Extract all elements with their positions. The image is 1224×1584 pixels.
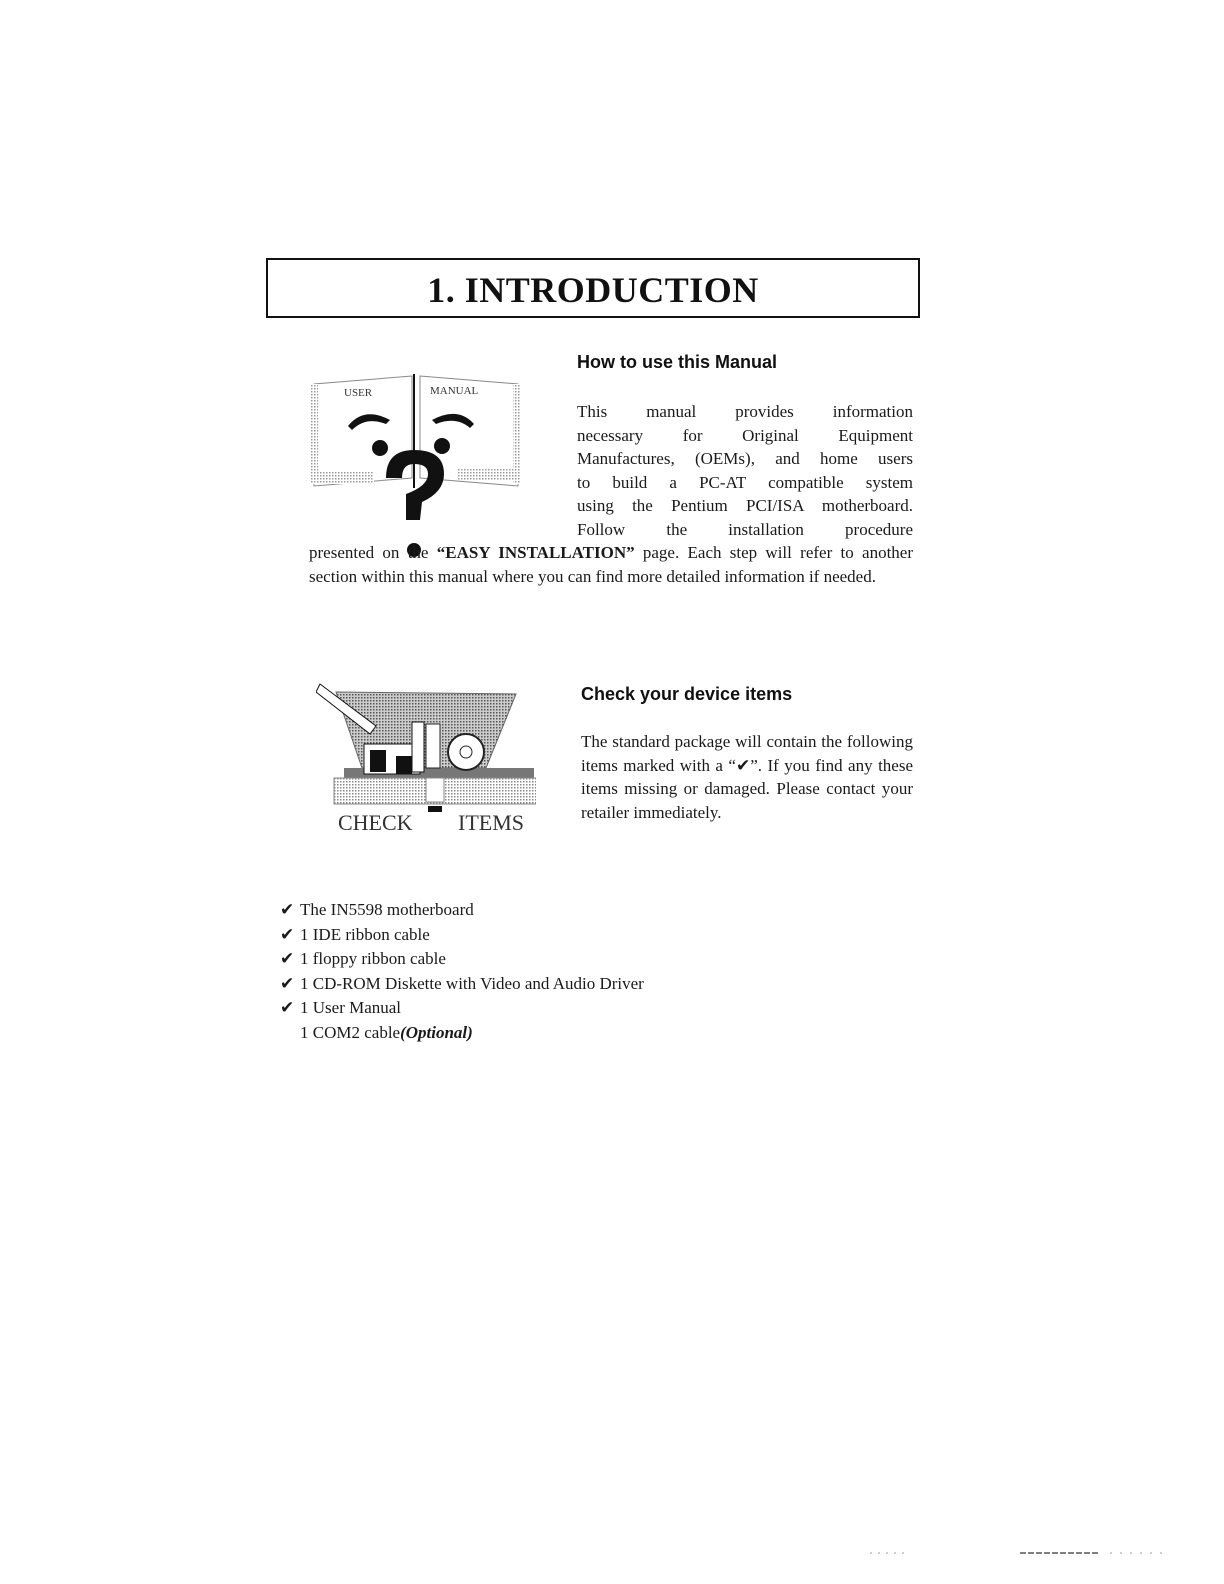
how-to-continuation-text: presented on the — [309, 543, 437, 562]
how-to-line: Manufactures, (OEMs), and home users — [577, 449, 913, 468]
easy-installation-reference: “EASY INSTALLATION” — [436, 543, 635, 562]
check-icon-label-left: CHECK — [338, 810, 413, 835]
manual-icon-label-right: MANUAL — [430, 385, 479, 397]
how-to-intro — [577, 400, 913, 541]
how-to-line: necessary for Original Equipment — [577, 425, 913, 445]
item-text: 1 User Manual — [300, 998, 402, 1017]
list-item — [280, 1021, 644, 1045]
manual-icon-label-left: USER — [344, 387, 373, 399]
package-items-list — [280, 898, 644, 1044]
how-to-continuation-rest: page. Each step will refer to another section within this manual where you can find more detailed information if needed. — [309, 543, 913, 586]
section-title-box — [266, 258, 920, 318]
list-item — [280, 947, 644, 972]
how-to-line: to build a PC-AT compatible system — [577, 472, 913, 492]
check-paragraph: The standard package will contain the following items marked with a “✔”. If you find any these items missing or damaged. Please contact your retailer immediately. — [581, 732, 913, 822]
item-text: 1 COM2 cable — [300, 1022, 401, 1042]
how-to-line: This manual provides information — [577, 402, 913, 421]
how-to-continuation — [309, 541, 913, 588]
check-mark-icon: ✔ — [280, 900, 295, 920]
section-title: 1. INTRODUCTION — [427, 270, 759, 310]
check-mark-icon: ✔ — [280, 973, 295, 994]
list-item — [280, 996, 644, 1021]
item-text: 1 floppy ribbon cable — [300, 949, 446, 968]
list-item — [280, 923, 644, 948]
check-mark-icon: ✔ — [280, 998, 295, 1018]
check-heading: Check your device items — [581, 684, 793, 704]
check-mark-icon: ✔ — [280, 949, 295, 969]
check-icon-label-right: ITEMS — [458, 810, 524, 835]
check-mark-icon: ✔ — [280, 924, 295, 945]
how-to-line: using the Pentium PCI/ISA motherboard. — [577, 496, 913, 515]
list-item — [280, 972, 644, 997]
list-item — [280, 898, 644, 923]
user-manual-icon — [308, 370, 528, 560]
item-text: 1 CD-ROM Diskette with Video and Audio Driver — [300, 973, 644, 993]
check-items-icon — [316, 682, 536, 838]
item-text: The IN5598 motherboard — [300, 900, 474, 919]
how-to-line: Follow the installation procedure — [577, 519, 913, 539]
optional-note: (Optional) — [400, 1022, 473, 1042]
how-to-heading: How to use this Manual — [577, 352, 778, 372]
item-text: 1 IDE ribbon cable — [300, 924, 430, 944]
scan-artifact-dots — [870, 1550, 1170, 1556]
